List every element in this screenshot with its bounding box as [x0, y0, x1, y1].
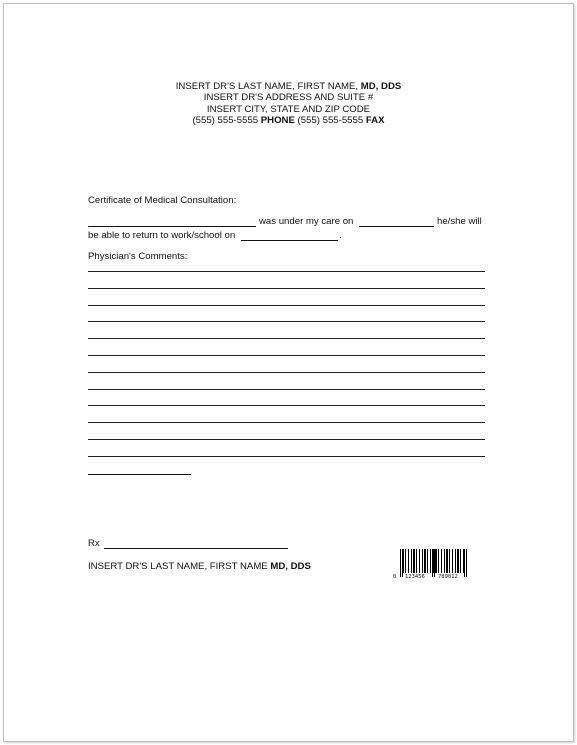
- doctor-city-line: INSERT CITY, STATE AND ZIP CODE: [206, 103, 371, 115]
- comment-end-blank[interactable]: [88, 474, 191, 475]
- barcode-bars: [400, 549, 466, 573]
- doctor-contact-line: (555) 555-5555 PHONE (555) 555-5555 FAX: [192, 115, 385, 127]
- comment-line[interactable]: [88, 271, 485, 272]
- certificate-title: Certificate of Medical Consultation:: [88, 195, 237, 206]
- doctor-address-line: INSERT DR'S ADDRESS AND SUITE #: [203, 92, 374, 104]
- barcode-guard-center: [432, 549, 433, 577]
- under-care-text: was under my care on: [259, 216, 354, 227]
- barcode-group-1: 123456: [405, 574, 425, 580]
- comment-line[interactable]: [88, 288, 485, 289]
- rx-signature-blank[interactable]: [104, 548, 288, 549]
- comment-line[interactable]: [88, 456, 485, 457]
- return-period: .: [339, 230, 342, 241]
- comment-line[interactable]: [88, 405, 485, 406]
- return-date-blank[interactable]: [241, 240, 338, 241]
- barcode-left-digit: 0: [393, 574, 397, 580]
- barcode: [392, 545, 472, 583]
- comment-line[interactable]: [88, 355, 485, 356]
- barcode-guard-center-2: [434, 549, 435, 577]
- doctor-name-line: INSERT DR'S LAST NAME, FIRST NAME, MD, DDS: [175, 81, 402, 92]
- comment-line[interactable]: [88, 389, 485, 390]
- barcode-guard-right-2: [466, 549, 467, 577]
- comment-line[interactable]: [88, 305, 485, 306]
- comment-line[interactable]: [88, 338, 485, 339]
- comment-line[interactable]: [88, 439, 485, 440]
- comment-line[interactable]: [88, 422, 485, 423]
- return-text-b: be able to return to work/school on: [88, 230, 236, 241]
- doctor-signature-name: INSERT DR'S LAST NAME, FIRST NAME MD, DDS: [88, 561, 311, 572]
- rx-label: Rx: [88, 538, 100, 549]
- barcode-guard-right: [464, 549, 465, 577]
- comment-line[interactable]: [88, 321, 485, 322]
- doctor-letterhead: [0, 81, 577, 127]
- doctor-credentials: MD, DDS: [360, 81, 402, 92]
- physician-comments-label: Physician's Comments:: [88, 251, 188, 262]
- return-text-a: he/she will: [437, 216, 482, 227]
- care-date-blank[interactable]: [359, 226, 434, 227]
- patient-name-blank[interactable]: [88, 226, 256, 227]
- barcode-group-2: 789012: [438, 574, 458, 580]
- comment-line[interactable]: [88, 372, 485, 373]
